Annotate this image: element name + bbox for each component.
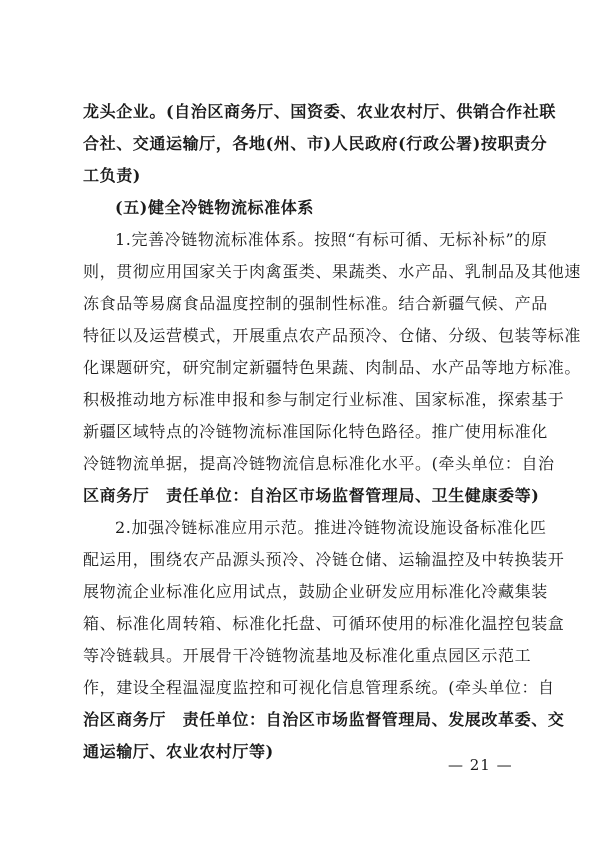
document-body [83,96,582,768]
paragraph-start: 2.加强冷链标准应用示范。推进冷链物流设施设备标准化匹 [115,518,547,537]
text-line: 合社、交通运输厅，各地(州、市)人民政府(行政公署)按职责分 [83,134,548,153]
text-line: 箱、标准化周转箱、标准化托盘、可循环使用的标准化温控包装盒 [83,614,565,633]
text-line: 化课题研究，研究制定新疆特色果蔬、肉制品、水产品等地方标准。 [83,358,582,377]
text-line: 等冷链载具。开展骨干冷链物流基地及标准化重点园区示范工 [83,646,532,665]
text-line: 工负责) [83,166,141,185]
text-line: 冷链物流单据，提高冷链物流信息标准化水平。(牵头单位：自治 [83,454,555,473]
text-line: 特征以及运营模式，开展重点农产品预冷、仓储、分级、包装等标准 [83,326,582,345]
text-line: 则，贯彻应用国家关于肉禽蛋类、果蔬类、水产品、乳制品及其他速 [83,262,582,281]
responsibility-line: 区商务厅 责任单位：自治区市场监督管理局、卫生健康委等) [83,486,540,505]
page-number: — 21 — [448,756,513,774]
text-line: 龙头企业。(自治区商务厅、国资委、农业农村厅、供销合作社联 [83,102,556,121]
text-line: 积极推动地方标准申报和参与制定行业标准、国家标准，探索基于 [83,390,565,409]
text-line: 新疆区域特点的冷链物流标准国际化特色路径。推广使用标准化 [83,422,548,441]
paragraph-start: 1.完善冷链物流标准体系。按照“有标可循、无标补标”的原 [115,230,548,249]
section-heading: (五)健全冷链物流标准体系 [115,198,314,217]
text-line: 作，建设全程温湿度监控和可视化信息管理系统。(牵头单位：自 [83,678,555,697]
responsibility-line: 治区商务厅 责任单位：自治区市场监督管理局、发展改革委、交 [83,710,565,729]
responsibility-line: 通运输厅、农业农村厅等) [83,742,274,761]
text-line: 配运用，围绕农产品源头预冷、冷链仓储、运输温控及中转换装开 [83,550,565,569]
text-line: 冻食品等易腐食品温度控制的强制性标准。结合新疆气候、产品 [83,294,548,313]
text-line: 展物流企业标准化应用试点，鼓励企业研发应用标准化冷藏集装 [83,582,548,601]
